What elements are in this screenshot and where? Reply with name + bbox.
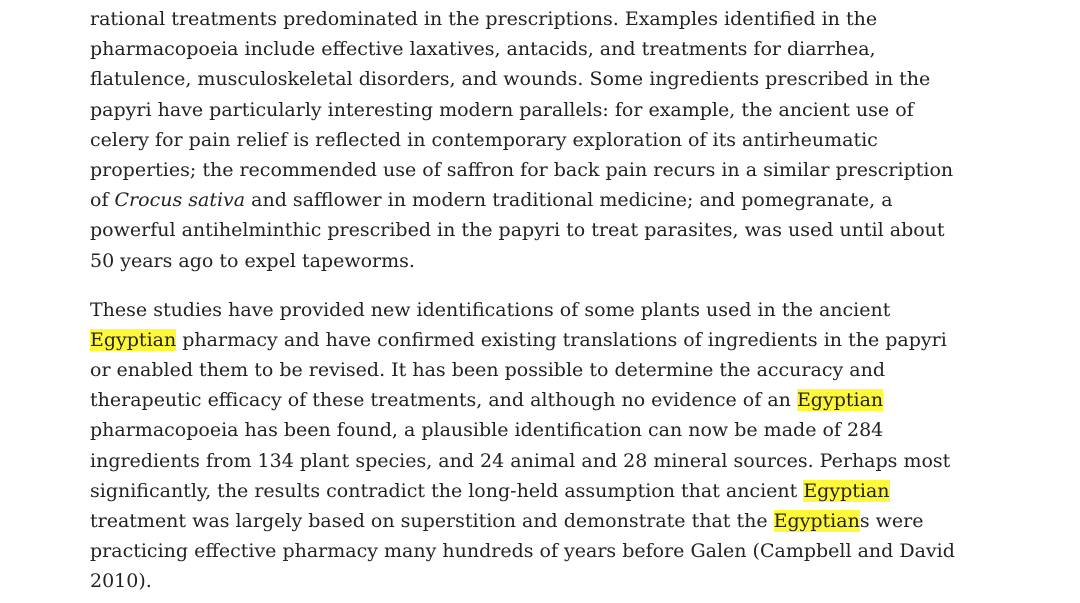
text-line: 2010). [90, 570, 152, 593]
paragraph-2 [90, 295, 1020, 597]
text-line: celery for pain relief is reflected in contemporary exploration of its antirheumatic [90, 128, 878, 151]
text-line: properties; the recommended use of saffron for back pain recurs in a similar prescription [90, 158, 954, 181]
text-line: flatulence, musculoskeletal disorders, and wounds. Some ingredients prescribed in the [90, 68, 931, 91]
text-line [90, 476, 1020, 506]
text-line: or enabled them to be revised. It has been possible to determine the accuracy and [90, 359, 885, 382]
text-segment: therapeutic efficacy of these treatments, and although no evidence of an [90, 389, 797, 412]
text-line [90, 185, 1020, 215]
search-highlight[interactable]: Egyptian [773, 510, 860, 532]
text-segment: pharmacy and have confirmed existing translations of ingredients in the papyri [176, 328, 947, 351]
text-line: papyri have particularly interesting modern parallels: for example, the ancient use of [90, 98, 914, 121]
text-line [90, 385, 1020, 415]
text-line: These studies have provided new identifications of some plants used in the ancient [90, 298, 891, 321]
text-segment: and safflower in modern traditional medicine; and pomegranate, a [245, 189, 893, 212]
paragraph-1 [90, 4, 1020, 276]
search-highlight[interactable]: Egyptian [803, 479, 890, 502]
text-line: pharmacopoeia has been found, a plausible identification can now be made of 284 [90, 419, 884, 442]
search-highlight[interactable]: Egyptian [90, 328, 177, 351]
text-line: practicing effective pharmacy many hundreds of years before Galen (Campbell and David [90, 540, 955, 563]
text-segment: significantly, the results contradict the long-held assumption that ancient [90, 479, 804, 502]
species-name-italic: Crocus sativa [114, 189, 246, 212]
text-line: powerful antihelminthic prescribed in the papyri to treat parasites, was used until about [90, 219, 945, 242]
document-body [90, 4, 1020, 597]
search-highlight[interactable]: Egyptian [796, 389, 884, 412]
text-line: rational treatments predominated in the prescriptions. Examples identified in the [90, 8, 878, 30]
text-segment: treatment was largely based on superstition and demonstrate that the [90, 510, 774, 532]
text-segment: s were [859, 510, 924, 532]
text-segment: of [90, 189, 115, 212]
text-line: ingredients from 134 plant species, and 24 animal and 28 mineral sources. Perhaps most [90, 449, 951, 472]
text-line: 50 years ago to expel tapeworms. [90, 249, 415, 272]
text-line [90, 325, 1020, 355]
text-line [90, 506, 1020, 536]
text-line: pharmacopoeia include effective laxatives, antacids, and treatments for diarrhea, [90, 38, 876, 61]
